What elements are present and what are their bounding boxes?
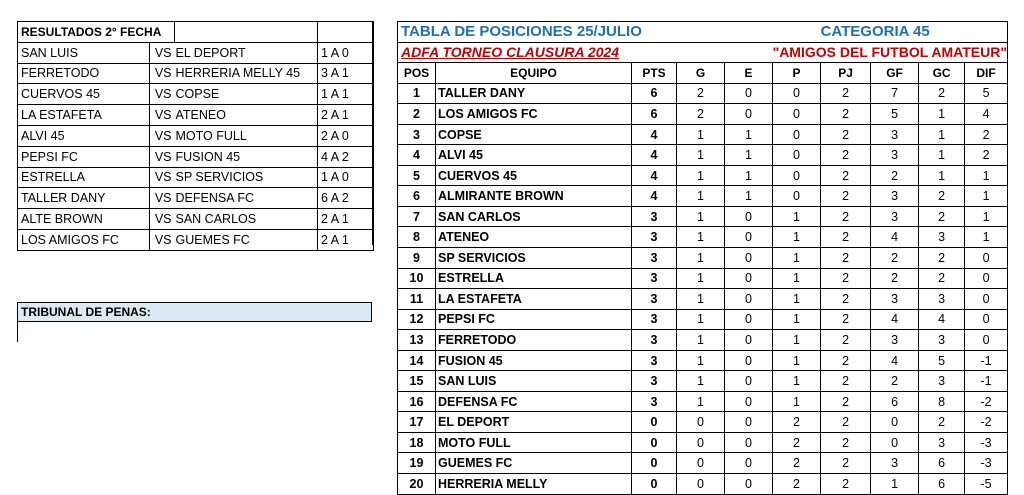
cell-team: ATENEO	[436, 227, 632, 248]
cell-goals-for: 3	[871, 145, 919, 166]
cell-won: 0	[677, 412, 725, 433]
home-team: ALTE BROWN	[18, 209, 150, 230]
cell-pts: 3	[632, 268, 677, 289]
cell-drawn: 0	[725, 309, 773, 330]
tribunal-header: TRIBUNAL DE PENAS:	[17, 302, 372, 322]
result-row	[18, 84, 374, 105]
cell-team: LOS AMIGOS FC	[436, 104, 632, 125]
standings-subtitle-row	[398, 42, 1008, 63]
result-row	[18, 42, 374, 63]
cell-played: 2	[821, 371, 871, 392]
cell-goals-for: 7	[871, 83, 919, 104]
cell-team: LA ESTAFETA	[436, 289, 632, 310]
cell-team: TALLER DANY	[436, 83, 632, 104]
cell-lost: 0	[773, 104, 821, 125]
cell-lost: 2	[773, 453, 821, 474]
cell-goals-for: 2	[871, 268, 919, 289]
cell-goals-for: 1	[871, 474, 919, 495]
standings-row	[398, 124, 1008, 145]
standings-row	[398, 104, 1008, 125]
cell-drawn: 0	[725, 391, 773, 412]
vs-label: VS	[150, 105, 175, 126]
result-row	[18, 188, 374, 209]
cell-pos: 6	[398, 186, 436, 207]
cell-drawn: 0	[725, 371, 773, 392]
cell-played: 2	[821, 104, 871, 125]
cell-played: 2	[821, 124, 871, 145]
cell-lost: 1	[773, 391, 821, 412]
cell-pts: 3	[632, 206, 677, 227]
cell-goal-diff: -5	[965, 474, 1008, 495]
header-team: EQUIPO	[436, 63, 632, 84]
cell-team: SAN LUIS	[436, 371, 632, 392]
vs-label: VS	[150, 209, 175, 230]
result-row	[18, 209, 374, 230]
cell-team: GUEMES FC	[436, 453, 632, 474]
cell-lost: 0	[773, 186, 821, 207]
cell-goals-against: 6	[919, 453, 965, 474]
cell-drawn: 0	[725, 474, 773, 495]
standings-title-row	[398, 22, 1008, 43]
cell-won: 0	[677, 474, 725, 495]
cell-pts: 3	[632, 371, 677, 392]
cell-goals-against: 1	[919, 104, 965, 125]
results-right-border	[372, 21, 373, 245]
cell-pts: 3	[632, 391, 677, 412]
match-score: 1 A 0	[318, 167, 374, 188]
away-team: COPSE	[175, 84, 318, 105]
cell-lost: 1	[773, 330, 821, 351]
cell-won: 1	[677, 186, 725, 207]
cell-goals-against: 3	[919, 330, 965, 351]
cell-pos: 14	[398, 350, 436, 371]
cell-pos: 13	[398, 330, 436, 351]
cell-played: 2	[821, 145, 871, 166]
result-row	[18, 229, 374, 250]
standings-row	[398, 309, 1008, 330]
cell-lost: 1	[773, 268, 821, 289]
cell-lost: 0	[773, 83, 821, 104]
cell-pts: 6	[632, 104, 677, 125]
cell-goals-against: 2	[919, 248, 965, 269]
cell-team: PEPSI FC	[436, 309, 632, 330]
cell-pts: 0	[632, 432, 677, 453]
results-title: RESULTADOS 2° FECHA	[18, 22, 175, 43]
cell-team: SAN CARLOS	[436, 206, 632, 227]
cell-goals-against: 3	[919, 432, 965, 453]
cell-goal-diff: 0	[965, 309, 1008, 330]
tribunal-border	[17, 322, 18, 342]
cell-played: 2	[821, 268, 871, 289]
match-score: 4 A 2	[318, 146, 374, 167]
home-team: ALVI 45	[18, 125, 150, 146]
match-score: 3 A 1	[318, 63, 374, 84]
cell-goal-diff: 4	[965, 104, 1008, 125]
away-team: SP SERVICIOS	[175, 167, 318, 188]
match-score: 2 A 1	[318, 209, 374, 230]
away-team: FUSION 45	[175, 146, 318, 167]
cell-played: 2	[821, 453, 871, 474]
cell-pos: 15	[398, 371, 436, 392]
cell-played: 2	[821, 165, 871, 186]
away-team: HERRERIA MELLY 45	[175, 63, 318, 84]
cell-goals-against: 5	[919, 350, 965, 371]
standings-row	[398, 206, 1008, 227]
cell-won: 1	[677, 124, 725, 145]
cell-pos: 5	[398, 165, 436, 186]
cell-goals-against: 3	[919, 227, 965, 248]
vs-label: VS	[150, 84, 175, 105]
cell-pts: 3	[632, 350, 677, 371]
cell-lost: 1	[773, 350, 821, 371]
cell-goals-against: 2	[919, 186, 965, 207]
cell-pts: 4	[632, 165, 677, 186]
cell-won: 1	[677, 268, 725, 289]
cell-drawn: 0	[725, 104, 773, 125]
cell-played: 2	[821, 330, 871, 351]
cell-pos: 4	[398, 145, 436, 166]
result-row	[18, 167, 374, 188]
cell-won: 1	[677, 206, 725, 227]
cell-team: ESTRELLA	[436, 268, 632, 289]
standings-row	[398, 165, 1008, 186]
cell-team: COPSE	[436, 124, 632, 145]
cell-played: 2	[821, 248, 871, 269]
cell-won: 1	[677, 165, 725, 186]
cell-played: 2	[821, 206, 871, 227]
cell-goal-diff: 0	[965, 289, 1008, 310]
tournament-name: ADFA TORNEO CLAUSURA 2024	[398, 42, 773, 63]
standings-row	[398, 83, 1008, 104]
cell-won: 2	[677, 104, 725, 125]
cell-goal-diff: 1	[965, 165, 1008, 186]
cell-team: SP SERVICIOS	[436, 248, 632, 269]
cell-won: 0	[677, 432, 725, 453]
home-team: FERRETODO	[18, 63, 150, 84]
cell-goal-diff: 2	[965, 124, 1008, 145]
home-team: LA ESTAFETA	[18, 105, 150, 126]
result-row	[18, 105, 374, 126]
cell-drawn: 1	[725, 186, 773, 207]
header-drawn: E	[725, 63, 773, 84]
cell-pts: 6	[632, 83, 677, 104]
cell-pos: 16	[398, 391, 436, 412]
home-team: SAN LUIS	[18, 42, 150, 63]
result-row	[18, 146, 374, 167]
cell-goal-diff: 0	[965, 248, 1008, 269]
away-team: ATENEO	[175, 105, 318, 126]
standings-table	[397, 21, 1008, 495]
cell-pos: 9	[398, 248, 436, 269]
cell-goal-diff: 0	[965, 268, 1008, 289]
cell-drawn: 0	[725, 330, 773, 351]
cell-team: MOTO FULL	[436, 432, 632, 453]
standings-row	[398, 371, 1008, 392]
cell-lost: 1	[773, 206, 821, 227]
cell-goals-for: 3	[871, 453, 919, 474]
home-team: CUERVOS 45	[18, 84, 150, 105]
cell-pos: 17	[398, 412, 436, 433]
cell-team: HERRERIA MELLY	[436, 474, 632, 495]
cell-goals-for: 4	[871, 227, 919, 248]
result-row	[18, 125, 374, 146]
cell-goals-for: 6	[871, 391, 919, 412]
standings-header-row	[398, 63, 1008, 84]
cell-goals-for: 0	[871, 432, 919, 453]
cell-goals-against: 1	[919, 165, 965, 186]
cell-won: 1	[677, 248, 725, 269]
vs-label: VS	[150, 42, 175, 63]
cell-pts: 0	[632, 453, 677, 474]
cell-goal-diff: -3	[965, 432, 1008, 453]
away-team: DEFENSA FC	[175, 188, 318, 209]
cell-team: FUSION 45	[436, 350, 632, 371]
cell-played: 2	[821, 391, 871, 412]
cell-goals-for: 4	[871, 309, 919, 330]
vs-label: VS	[150, 125, 175, 146]
home-team: TALLER DANY	[18, 188, 150, 209]
vs-label: VS	[150, 188, 175, 209]
cell-drawn: 0	[725, 268, 773, 289]
standings-row	[398, 186, 1008, 207]
cell-goals-against: 3	[919, 371, 965, 392]
cell-lost: 0	[773, 145, 821, 166]
cell-goals-against: 1	[919, 145, 965, 166]
cell-lost: 1	[773, 289, 821, 310]
cell-pos: 1	[398, 83, 436, 104]
cell-pos: 11	[398, 289, 436, 310]
result-row	[18, 63, 374, 84]
match-score: 2 A 0	[318, 125, 374, 146]
cell-drawn: 0	[725, 206, 773, 227]
cell-goal-diff: -1	[965, 371, 1008, 392]
cell-team: DEFENSA FC	[436, 391, 632, 412]
match-score: 2 A 1	[318, 229, 374, 250]
cell-played: 2	[821, 289, 871, 310]
cell-won: 1	[677, 309, 725, 330]
cell-drawn: 0	[725, 412, 773, 433]
standings-title: TABLA DE POSICIONES 25/JULIO	[398, 22, 821, 43]
cell-goals-for: 2	[871, 371, 919, 392]
cell-drawn: 0	[725, 453, 773, 474]
away-team: GUEMES FC	[175, 229, 318, 250]
cell-pts: 4	[632, 186, 677, 207]
cell-won: 1	[677, 145, 725, 166]
cell-goal-diff: 1	[965, 206, 1008, 227]
cell-goal-diff: -2	[965, 412, 1008, 433]
home-team: PEPSI FC	[18, 146, 150, 167]
cell-team: ALVI 45	[436, 145, 632, 166]
match-score: 1 A 1	[318, 84, 374, 105]
cell-goals-against: 2	[919, 412, 965, 433]
standings-row	[398, 248, 1008, 269]
category-title: CATEGORIA 45	[821, 22, 1008, 43]
home-team: LOS AMIGOS FC	[18, 229, 150, 250]
results-header-row	[18, 22, 374, 43]
cell-pos: 7	[398, 206, 436, 227]
cell-drawn: 1	[725, 145, 773, 166]
cell-drawn: 1	[725, 165, 773, 186]
cell-goals-against: 4	[919, 309, 965, 330]
match-score: 1 A 0	[318, 42, 374, 63]
cell-won: 1	[677, 371, 725, 392]
cell-goals-against: 2	[919, 206, 965, 227]
standings-row	[398, 412, 1008, 433]
standings-row	[398, 391, 1008, 412]
home-team: ESTRELLA	[18, 167, 150, 188]
cell-goals-against: 8	[919, 391, 965, 412]
cell-drawn: 0	[725, 432, 773, 453]
cell-played: 2	[821, 83, 871, 104]
cell-drawn: 0	[725, 83, 773, 104]
cell-lost: 2	[773, 412, 821, 433]
cell-won: 0	[677, 453, 725, 474]
cell-pos: 18	[398, 432, 436, 453]
cell-goals-against: 1	[919, 124, 965, 145]
results-header-blank	[175, 22, 318, 43]
standings-row	[398, 350, 1008, 371]
standings-row	[398, 474, 1008, 495]
cell-pts: 3	[632, 309, 677, 330]
cell-goal-diff: 1	[965, 227, 1008, 248]
away-team: MOTO FULL	[175, 125, 318, 146]
cell-pos: 12	[398, 309, 436, 330]
cell-goals-for: 3	[871, 289, 919, 310]
results-table	[17, 21, 374, 251]
cell-goal-diff: -1	[965, 350, 1008, 371]
cell-goals-for: 3	[871, 124, 919, 145]
cell-played: 2	[821, 350, 871, 371]
cell-won: 1	[677, 391, 725, 412]
cell-goals-for: 0	[871, 412, 919, 433]
cell-played: 2	[821, 227, 871, 248]
cell-pos: 19	[398, 453, 436, 474]
cell-lost: 1	[773, 248, 821, 269]
cell-team: ALMIRANTE BROWN	[436, 186, 632, 207]
cell-won: 1	[677, 330, 725, 351]
cell-lost: 2	[773, 474, 821, 495]
association-name: "AMIGOS DEL FUTBOL AMATEUR"	[773, 42, 1008, 63]
cell-pos: 10	[398, 268, 436, 289]
cell-pts: 3	[632, 289, 677, 310]
cell-pts: 4	[632, 124, 677, 145]
header-goals-for: GF	[871, 63, 919, 84]
cell-drawn: 0	[725, 248, 773, 269]
cell-played: 2	[821, 186, 871, 207]
cell-won: 1	[677, 350, 725, 371]
cell-goal-diff: 5	[965, 83, 1008, 104]
cell-drawn: 1	[725, 124, 773, 145]
vs-label: VS	[150, 167, 175, 188]
cell-goal-diff: -3	[965, 453, 1008, 474]
cell-team: EL DEPORT	[436, 412, 632, 433]
cell-drawn: 0	[725, 289, 773, 310]
header-pos: POS	[398, 63, 436, 84]
standings-row	[398, 268, 1008, 289]
cell-played: 2	[821, 412, 871, 433]
vs-label: VS	[150, 146, 175, 167]
cell-lost: 1	[773, 227, 821, 248]
cell-won: 2	[677, 83, 725, 104]
cell-goals-for: 2	[871, 165, 919, 186]
cell-team: FERRETODO	[436, 330, 632, 351]
cell-team: CUERVOS 45	[436, 165, 632, 186]
header-goal-diff: DIF	[965, 63, 1008, 84]
results-header-blank	[318, 22, 374, 43]
cell-pts: 0	[632, 474, 677, 495]
cell-goal-diff: -2	[965, 391, 1008, 412]
header-played: PJ	[821, 63, 871, 84]
cell-goals-for: 2	[871, 248, 919, 269]
header-pts: PTS	[632, 63, 677, 84]
cell-played: 2	[821, 432, 871, 453]
cell-pos: 2	[398, 104, 436, 125]
standings-row	[398, 227, 1008, 248]
standings-row	[398, 145, 1008, 166]
cell-goal-diff: 0	[965, 330, 1008, 351]
cell-pos: 20	[398, 474, 436, 495]
cell-drawn: 0	[725, 227, 773, 248]
cell-goals-against: 6	[919, 474, 965, 495]
cell-lost: 1	[773, 371, 821, 392]
cell-lost: 0	[773, 165, 821, 186]
cell-goals-for: 4	[871, 350, 919, 371]
cell-lost: 0	[773, 124, 821, 145]
standings-row	[398, 289, 1008, 310]
away-team: EL DEPORT	[175, 42, 318, 63]
cell-goals-against: 2	[919, 268, 965, 289]
cell-lost: 1	[773, 309, 821, 330]
standings-row	[398, 432, 1008, 453]
standings-row	[398, 453, 1008, 474]
cell-played: 2	[821, 474, 871, 495]
vs-label: VS	[150, 229, 175, 250]
cell-pos: 8	[398, 227, 436, 248]
cell-goals-for: 3	[871, 186, 919, 207]
cell-goals-for: 3	[871, 206, 919, 227]
cell-pts: 4	[632, 145, 677, 166]
cell-goals-against: 3	[919, 289, 965, 310]
cell-drawn: 0	[725, 350, 773, 371]
match-score: 2 A 1	[318, 105, 374, 126]
cell-goal-diff: 1	[965, 186, 1008, 207]
vs-label: VS	[150, 63, 175, 84]
header-lost: P	[773, 63, 821, 84]
header-goals-against: GC	[919, 63, 965, 84]
cell-goal-diff: 2	[965, 145, 1008, 166]
cell-lost: 2	[773, 432, 821, 453]
cell-pos: 3	[398, 124, 436, 145]
header-won: G	[677, 63, 725, 84]
away-team: SAN CARLOS	[175, 209, 318, 230]
cell-goals-against: 2	[919, 83, 965, 104]
cell-won: 1	[677, 227, 725, 248]
cell-played: 2	[821, 309, 871, 330]
cell-won: 1	[677, 289, 725, 310]
cell-pts: 3	[632, 330, 677, 351]
cell-pts: 0	[632, 412, 677, 433]
cell-goals-for: 3	[871, 330, 919, 351]
cell-pts: 3	[632, 227, 677, 248]
match-score: 6 A 2	[318, 188, 374, 209]
standings-row	[398, 330, 1008, 351]
cell-pts: 3	[632, 248, 677, 269]
cell-goals-for: 5	[871, 104, 919, 125]
